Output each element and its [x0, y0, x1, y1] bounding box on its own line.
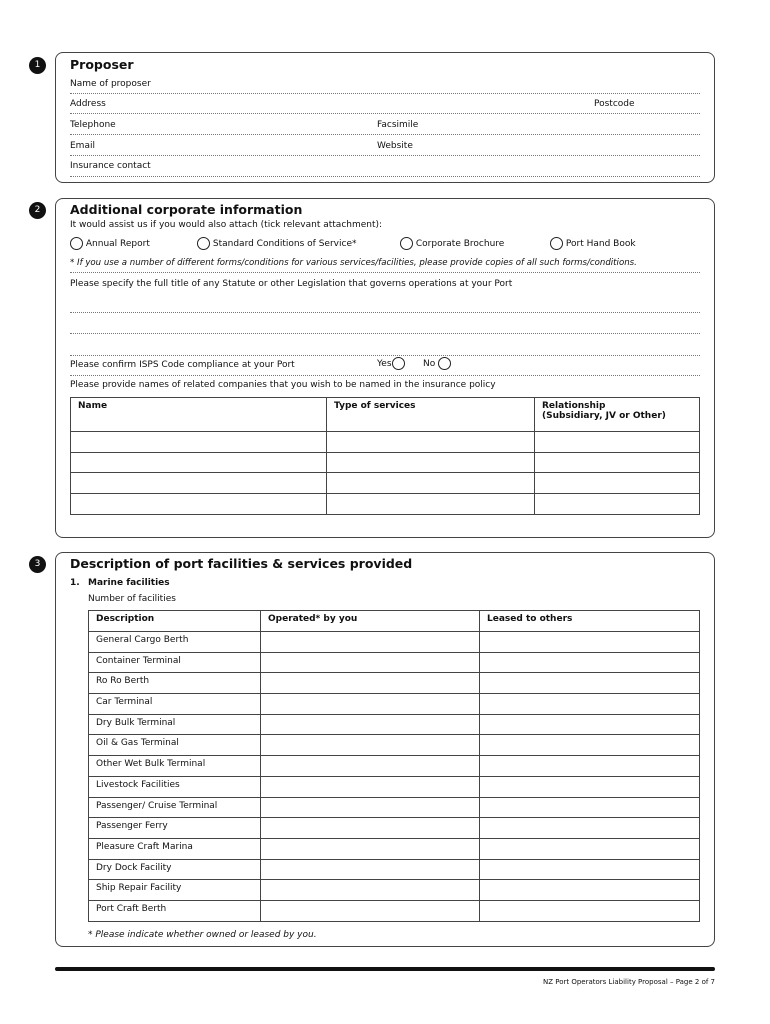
col-leased: Leased to others: [480, 611, 700, 632]
related-companies-label: Please provide names of related companies that you wish to be named in the insurance policy: [70, 380, 496, 390]
facility-description: Dry Dock Facility: [89, 859, 261, 880]
operated-cell[interactable]: [261, 797, 480, 818]
facility-description: Ro Ro Berth: [89, 673, 261, 694]
facility-description: Passenger/ Cruise Terminal: [89, 797, 261, 818]
table-row: [89, 859, 700, 880]
radio-icon[interactable]: [70, 237, 83, 250]
leased-cell[interactable]: [480, 797, 700, 818]
leased-cell[interactable]: [480, 900, 700, 921]
col-relationship: Relationship (Subsidiary, JV or Other): [535, 398, 700, 432]
leased-cell[interactable]: [480, 735, 700, 756]
label-postcode: Postcode: [594, 99, 635, 109]
label-facsimile: Facsimile: [377, 120, 419, 130]
table-cell[interactable]: [327, 494, 535, 515]
table-cell[interactable]: [71, 432, 327, 453]
leased-cell[interactable]: [480, 776, 700, 797]
operated-cell[interactable]: [261, 652, 480, 673]
facility-description: Dry Bulk Terminal: [89, 714, 261, 735]
no-label: No: [423, 359, 436, 369]
operated-cell[interactable]: [261, 735, 480, 756]
table-row: [71, 494, 700, 515]
operated-cell[interactable]: [261, 673, 480, 694]
table-cell[interactable]: [71, 494, 327, 515]
table-row: [89, 735, 700, 756]
operated-cell[interactable]: [261, 818, 480, 839]
facility-description: Livestock Facilities: [89, 776, 261, 797]
label-email: Email: [70, 141, 95, 151]
field-insurance-contact[interactable]: [70, 176, 700, 177]
facility-description: Pleasure Craft Marina: [89, 838, 261, 859]
table-cell[interactable]: [327, 432, 535, 453]
table-row: [89, 632, 700, 653]
table-cell[interactable]: [535, 473, 700, 494]
table-row: [89, 756, 700, 777]
table-cell[interactable]: [535, 452, 700, 473]
option-label: Standard Conditions of Service*: [212, 239, 357, 249]
table-cell[interactable]: [535, 432, 700, 453]
field-telephone[interactable]: [70, 134, 700, 135]
leased-cell[interactable]: [480, 652, 700, 673]
marine-facilities-table: [88, 610, 700, 922]
facility-description: Port Craft Berth: [89, 900, 261, 921]
number-of-facilities-label: Number of facilities: [88, 594, 176, 604]
table-row: [89, 797, 700, 818]
subsection-title: Marine facilities: [88, 578, 170, 588]
radio-icon[interactable]: [392, 357, 405, 370]
col-type-of-services: Type of services: [327, 398, 535, 432]
ownership-note: * Please indicate whether owned or leased by you.: [88, 930, 317, 940]
facility-description: Other Wet Bulk Terminal: [89, 756, 261, 777]
statute-field-line-2[interactable]: [70, 333, 700, 334]
table-row: [89, 818, 700, 839]
statute-field-line-3[interactable]: [70, 355, 700, 356]
table-row: [71, 432, 700, 453]
option-label: Port Hand Book: [565, 239, 636, 249]
leased-cell[interactable]: [480, 714, 700, 735]
facility-description: Ship Repair Facility: [89, 880, 261, 901]
table-row: [89, 838, 700, 859]
assist-text: It would assist us if you would also attach (tick relevant attachment):: [70, 220, 383, 230]
option-standard-conditions[interactable]: [197, 237, 356, 250]
yes-label: Yes: [377, 359, 392, 369]
label-address: Address: [70, 99, 106, 109]
radio-icon[interactable]: [400, 237, 413, 250]
facility-description: Car Terminal: [89, 694, 261, 715]
radio-icon[interactable]: [550, 237, 563, 250]
table-row: [71, 452, 700, 473]
operated-cell[interactable]: [261, 900, 480, 921]
operated-cell[interactable]: [261, 756, 480, 777]
facility-description: Oil & Gas Terminal: [89, 735, 261, 756]
section-proposer: [55, 52, 715, 183]
col-operated: Operated* by you: [261, 611, 480, 632]
col-description: Description: [89, 611, 261, 632]
field-address[interactable]: [70, 113, 700, 114]
table-row: [89, 652, 700, 673]
section-number-badge: 2: [29, 202, 46, 219]
option-label: Corporate Brochure: [415, 239, 505, 249]
table-row: [89, 880, 700, 901]
label-insurance-contact: Insurance contact: [70, 161, 151, 171]
statute-field-line-1[interactable]: [70, 312, 700, 313]
statute-label: Please specify the full title of any Statute or other Legislation that governs operations at your Port: [70, 279, 513, 289]
section-title: Additional corporate information: [70, 202, 303, 217]
operated-cell[interactable]: [261, 880, 480, 901]
isps-label: Please confirm ISPS Code compliance at your Port: [70, 360, 295, 370]
option-port-hand-book[interactable]: [550, 237, 636, 250]
leased-cell[interactable]: [480, 694, 700, 715]
leased-cell[interactable]: [480, 818, 700, 839]
table-cell[interactable]: [327, 473, 535, 494]
table-row: [89, 714, 700, 735]
label-name: Name of proposer: [70, 79, 151, 89]
option-annual-report[interactable]: [70, 237, 150, 250]
option-corporate-brochure[interactable]: [400, 237, 504, 250]
table-row: [89, 694, 700, 715]
leased-cell[interactable]: [480, 673, 700, 694]
footer-page-label: NZ Port Operators Liability Proposal – Page 2 of 7: [542, 978, 715, 986]
table-row: [89, 776, 700, 797]
table-cell[interactable]: [535, 494, 700, 515]
leased-cell[interactable]: [480, 838, 700, 859]
table-row: [89, 673, 700, 694]
table-cell[interactable]: [71, 452, 327, 473]
forms-note: * If you use a number of different forms/conditions for various services/facilities, please provide copies of all such forms/conditions.: [70, 258, 637, 268]
table-cell[interactable]: [327, 452, 535, 473]
leased-cell[interactable]: [480, 632, 700, 653]
leased-cell[interactable]: [480, 756, 700, 777]
table-row: [89, 900, 700, 921]
facility-description: General Cargo Berth: [89, 632, 261, 653]
field-name[interactable]: [70, 93, 700, 94]
option-label: Annual Report: [85, 239, 150, 249]
section-number-badge: 3: [29, 556, 46, 573]
section-title: Proposer: [70, 57, 134, 72]
label-telephone: Telephone: [70, 120, 116, 130]
col-name: Name: [71, 398, 327, 432]
operated-cell[interactable]: [261, 776, 480, 797]
divider: [70, 375, 700, 376]
leased-cell[interactable]: [480, 859, 700, 880]
isps-no[interactable]: [423, 357, 451, 370]
operated-cell[interactable]: [261, 632, 480, 653]
radio-icon[interactable]: [197, 237, 210, 250]
section-number-badge: 1: [29, 57, 46, 74]
isps-yes[interactable]: [377, 357, 405, 370]
label-website: Website: [377, 141, 413, 151]
leased-cell[interactable]: [480, 880, 700, 901]
related-companies-table: [70, 397, 700, 515]
radio-icon[interactable]: [438, 357, 451, 370]
table-row: [71, 473, 700, 494]
subsection-number: 1.: [70, 578, 80, 588]
facility-description: Passenger Ferry: [89, 818, 261, 839]
operated-cell[interactable]: [261, 859, 480, 880]
field-email[interactable]: [70, 155, 700, 156]
divider: [70, 272, 700, 273]
table-cell[interactable]: [71, 473, 327, 494]
operated-cell[interactable]: [261, 714, 480, 735]
section-title: Description of port facilities & services provided: [70, 556, 413, 571]
facility-description: Container Terminal: [89, 652, 261, 673]
footer-rule: [55, 967, 715, 971]
operated-cell[interactable]: [261, 838, 480, 859]
operated-cell[interactable]: [261, 694, 480, 715]
